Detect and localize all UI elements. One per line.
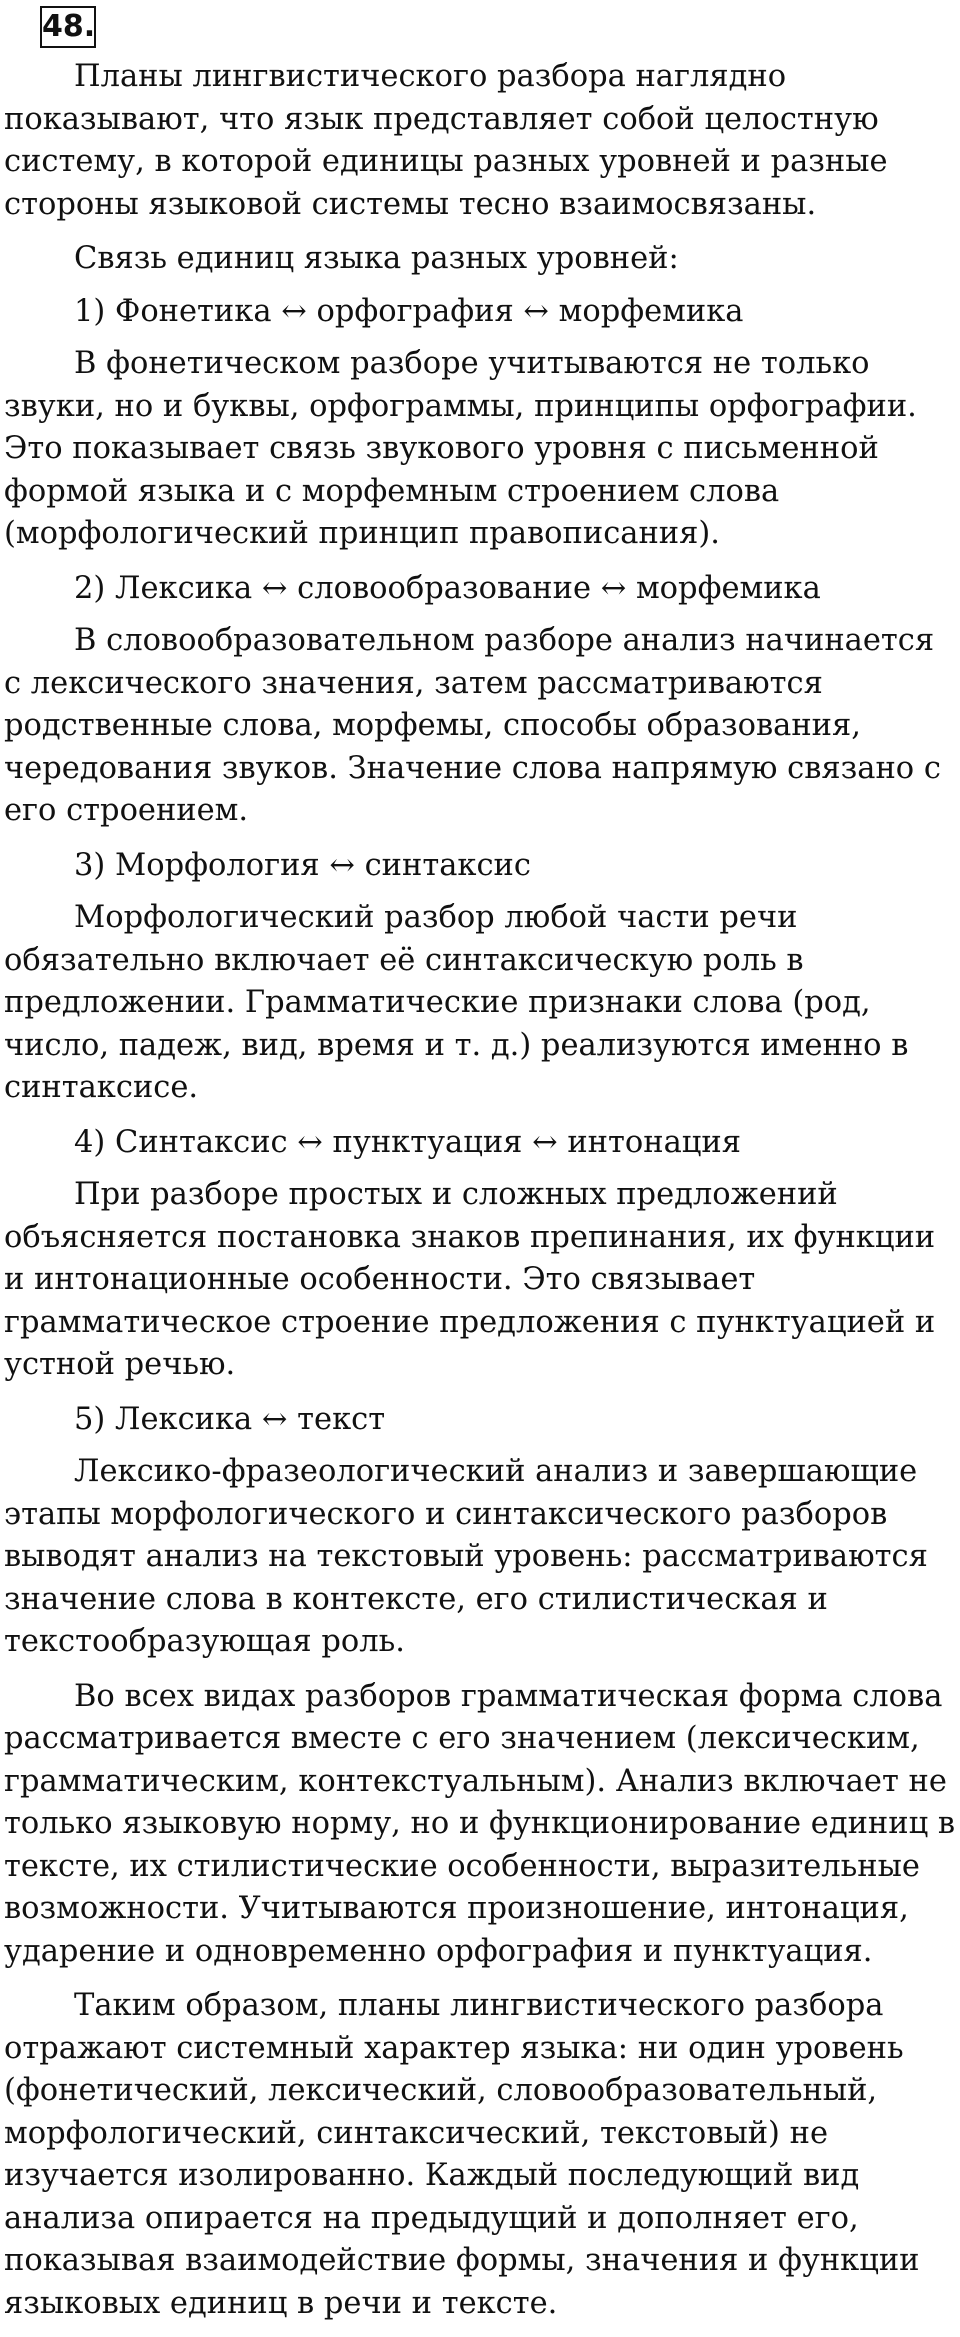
item-heading-3: 3) Морфология ↔ синтаксис [74,847,531,883]
paragraph-syntax: При разборе простых и сложных предложений объясняется постановка знаков препинания, их функции и интонационные особенности. Это связывает грамматическое строение предложения с пунктуацией и устной речью. [4,1177,936,1382]
paragraph-all-analyses: Во всех видах разборов грамматическая форма слова рассматривается вместе с его значением (лексическим, грамматическим, контекстуальным). Анализ включает не только языковую норму, но и функционирование единиц в тексте, их стилистические особенности, выразительные возможности. Учитываются произношение, интонация, ударение и одновременно орфография и пунктуация. [4,1678,956,1969]
paragraph-lexis-text: Лексико-фразеологический анализ и завершающие этапы морфологического и синтаксического разборов выводят анализ на текстовый уровень: рассматриваются значение слова в контексте, его стилистическая и текстообразующая роль. [4,1454,928,1659]
paragraph-intro: Планы лингвистического разбора наглядно показывают, что язык представляет собой целостную систему, в которой единицы разных уровней и разные стороны языковой системы тесно взаимосвязаны. [4,59,888,222]
item-heading-1: 1) Фонетика ↔ орфография ↔ морфемика [74,293,744,329]
paragraph-morphology: Морфологический разбор любой части речи обязательно включает её синтаксическую роль в предложении. Грамматические признаки слова (род, число, падеж, вид, время и т. д.) реализуются именно в синтаксисе. [4,900,909,1105]
answer-text [4,56,956,2337]
exercise-number: 48. [40,6,96,48]
item-heading-4: 4) Синтаксис ↔ пунктуация ↔ интонация [74,1124,741,1160]
item-heading-2: 2) Лексика ↔ словообразование ↔ морфемика [74,570,821,606]
paragraph-levels-heading: Связь единиц языка разных уровней: [74,241,679,276]
paragraph-conclusion: Таким образом, планы лингвистического разбора отражают системный характер языка: ни один уровень (фонетический, лексический, словообразовательный, морфологический, синтаксический, текстовый) не изучается изолированно. Каждый последующий вид анализа опирается на предыдущий и дополняет его, показывая взаимодействие формы, значения и функции языковых единиц в речи и тексте. [4,1988,920,2321]
paragraph-word-formation: В словообразовательном разборе анализ начинается с лексического значения, затем рассматриваются родственные слова, морфемы, способы образования, чередования звуков. Значение слова напрямую связано с его строением. [4,623,941,828]
paragraph-phonetics: В фонетическом разборе учитываются не только звуки, но и буквы, орфограммы, принципы орфографии. Это показывает связь звукового уровня с письменной формой языка и с морфемным строением слова (морфологический принцип правописания). [4,346,917,551]
item-heading-5: 5) Лексика ↔ текст [74,1401,386,1437]
